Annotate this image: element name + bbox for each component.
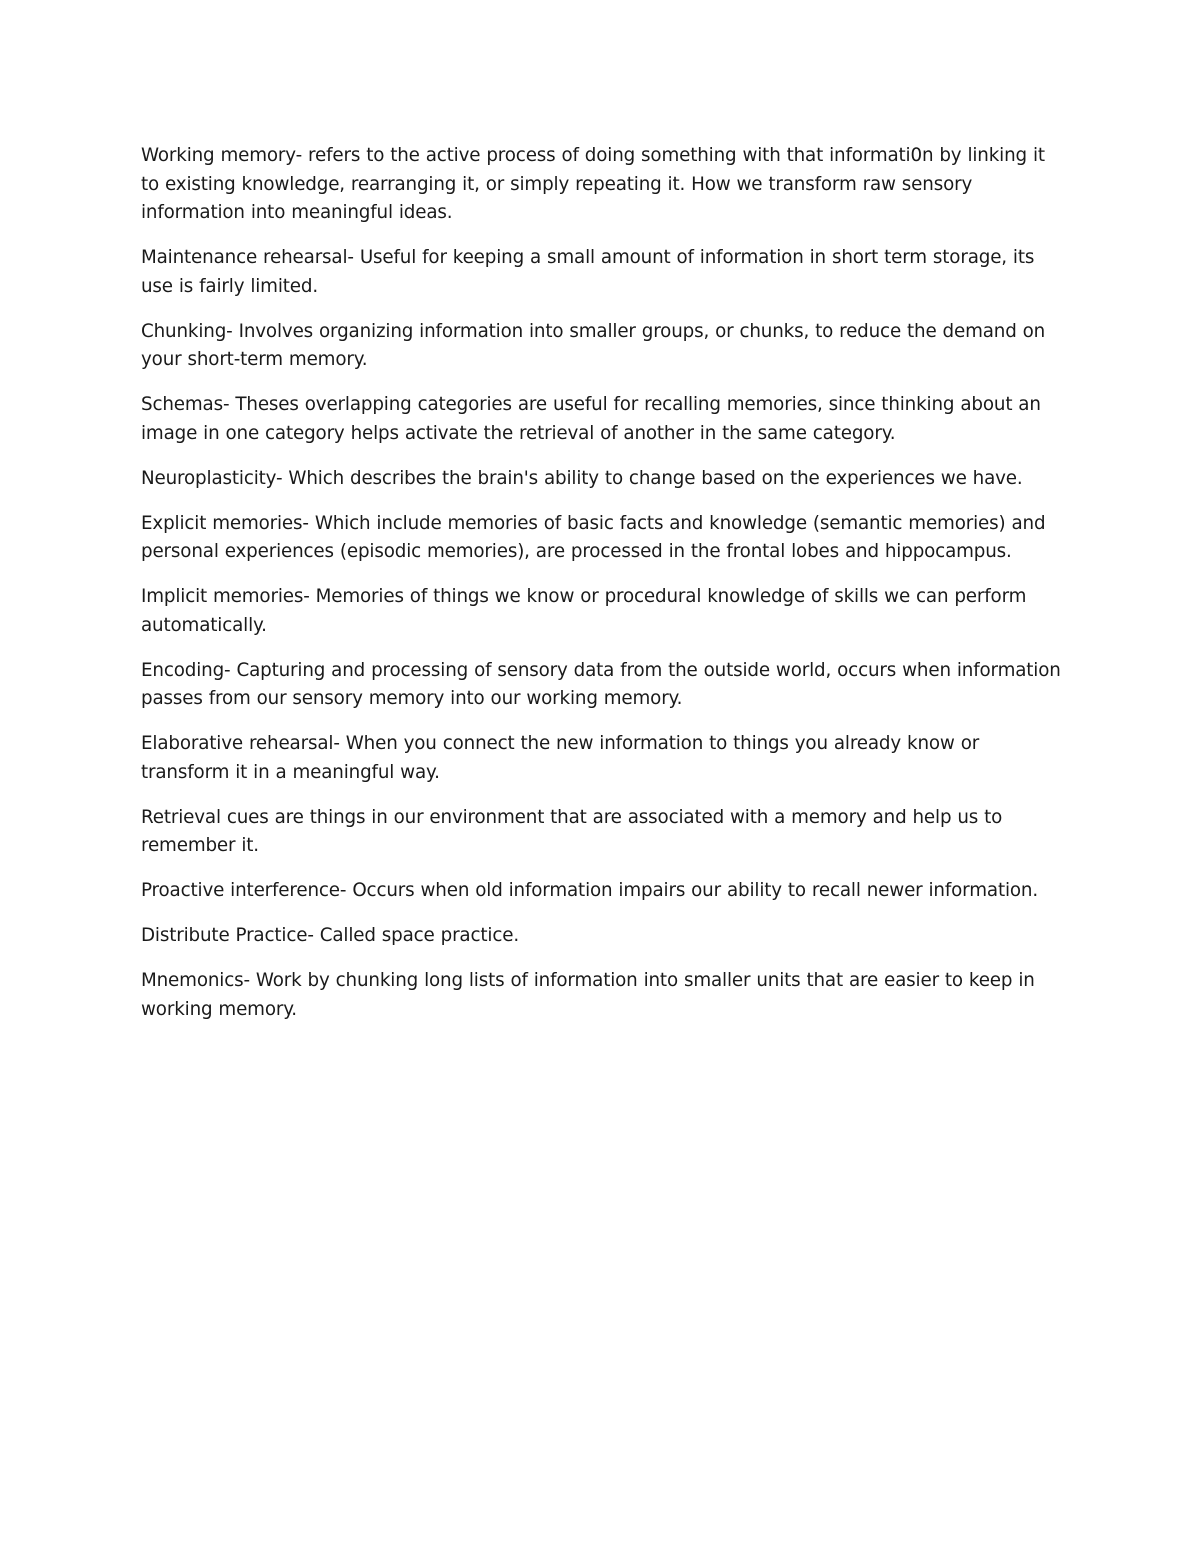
paragraph-elaborative-rehearsal: Elaborative rehearsal- When you connect the new information to things you already know or transform it in a meaningful way. (141, 733, 980, 783)
document-body (141, 142, 1066, 1041)
paragraph-distribute-practice: Distribute Practice- Called space practice. (141, 925, 519, 946)
paragraph-retrieval-cues: Retrieval cues are things in our environment that are associated with a memory and help us to remember it. (141, 806, 1003, 856)
paragraph-working-memory: Working memory- refers to the active process of doing something with that informati0n by linking it to existing knowledge, rearranging it, or simply repeating it. How we transform raw sensory information into meaningful ideas. (141, 145, 1045, 223)
paragraph-implicit-memories: Implicit memories- Memories of things we know or procedural knowledge of skills we can perform automatically. (141, 586, 1027, 636)
paragraph-mnemonics: Mnemonics- Work by chunking long lists of information into smaller units that are easier to keep in working memory. (141, 970, 1035, 1020)
paragraph-explicit-memories: Explicit memories- Which include memories of basic facts and knowledge (semantic memories) and personal experiences (episodic memories), are processed in the frontal lobes and hippocampus. (141, 512, 1046, 562)
paragraph-proactive-interference: Proactive interference- Occurs when old information impairs our ability to recall newer information. (141, 880, 1039, 901)
paragraph-schemas: Schemas- Theses overlapping categories are useful for recalling memories, since thinking about an image in one category helps activate the retrieval of another in the same category. (141, 394, 1041, 444)
paragraph-chunking: Chunking- Involves organizing information into smaller groups, or chunks, to reduce the demand on your short-term memory. (141, 320, 1046, 370)
paragraph-encoding: Encoding- Capturing and processing of sensory data from the outside world, occurs when information passes from our sensory memory into our working memory. (141, 659, 1061, 709)
paragraph-maintenance-rehearsal: Maintenance rehearsal- Useful for keeping a small amount of information in short term storage, its use is fairly limited. (141, 247, 1035, 297)
paragraph-neuroplasticity: Neuroplasticity- Which describes the brain's ability to change based on the experiences we have. (141, 467, 1023, 489)
